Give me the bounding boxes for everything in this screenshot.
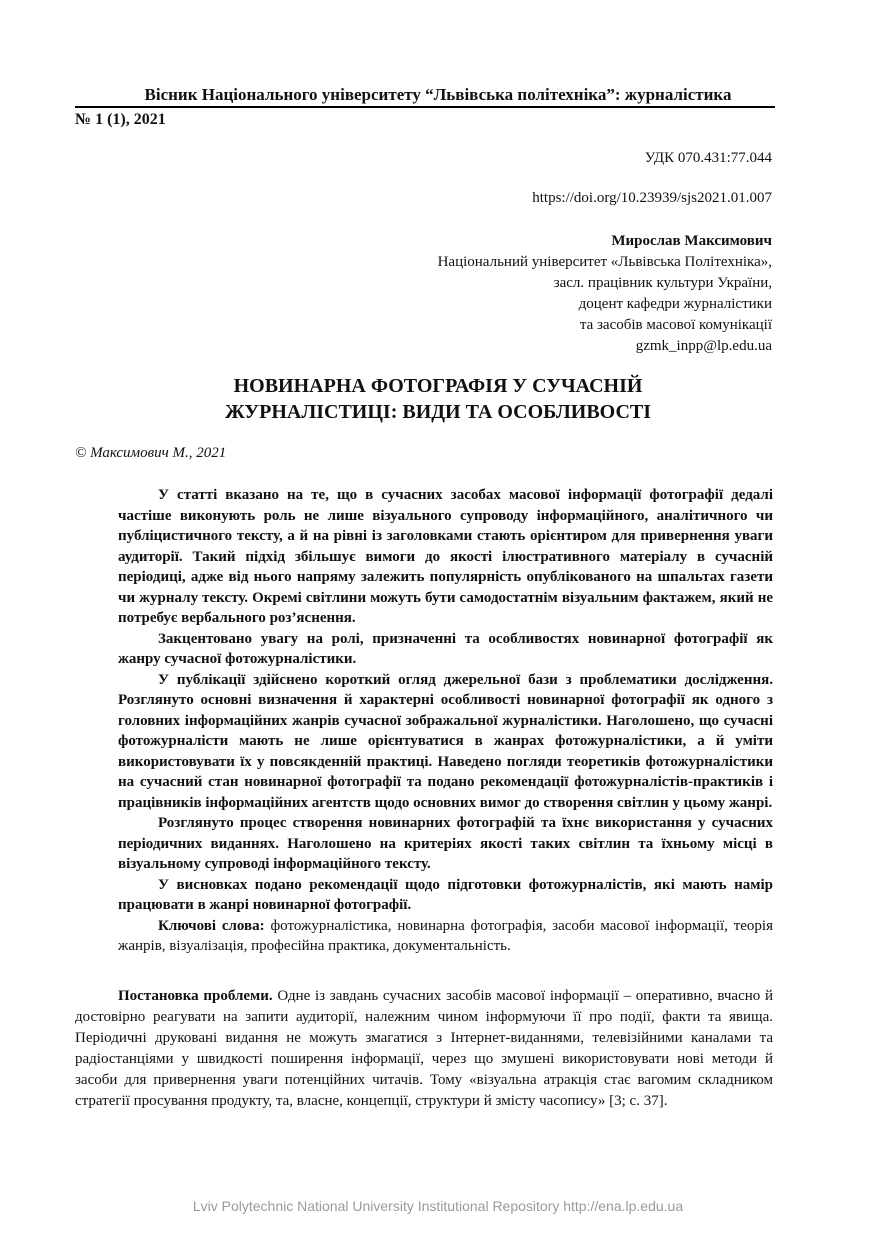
abstract-paragraph: Закцентовано увагу на ролі, призначенні та особливостях новинарної фотографії як жанру сучасної фотожурналістики. bbox=[118, 630, 773, 667]
abstract-paragraph: У публікації здійснено короткий огляд джерельної бази з проблематики дослідження. Розглянуто основні визначення й характерні особливості новинарної фотографії як одного з головних інформаційних жанрів сучасної зображальної журналістики. Наголошено, що сучасні фотожурналісти мають не лише орієнтуватися в жанрах фотожурналістики, а й уміти використовувати їх у повсякденній практиці. Наведено погляди теоретиків фотожурналістики на сучасний стан новинарної фотографії та подано рекомендації фотожурналістів-практиків і працівників інформаційних агентств щодо основних вимог до створення світлин у цьому жанрі. bbox=[118, 671, 773, 811]
body-text: Одне із завдань сучасних засобів масової інформації – оперативно, вчасно й достовірно реагувати на запити аудиторії, належним чином інформуючи її про події, факти та явища. Періодичні друковані видання не можуть змагатися з Інтернет-виданнями, телевізійними каналами та радіостанціями у швидкості поширення інформації, через що змушені використовувати нові методи й засоби для привернення уваги потенційних читачів. Тому «візуальна атракція стає вагомим складником стратегії просування продукту, та, власне, концепції, структури й змісту часопису» [3; с. 37]. bbox=[75, 988, 773, 1109]
doi-link[interactable]: https://doi.org/10.23939/sjs2021.01.007 bbox=[532, 190, 772, 206]
abstract bbox=[118, 485, 773, 957]
header-rule bbox=[75, 106, 775, 108]
body-paragraph bbox=[75, 986, 773, 1112]
author-email[interactable]: gzmk_inpp@lp.edu.ua bbox=[635, 338, 772, 354]
abstract-paragraph: У статті вказано на те, що в сучасних засобах масової інформації фотографії дедалі частіше виконують роль не лише візуального супроводу інформаційного, аналітичного чи публіцистичного тексту, а й на рівні із заголовками стають орієнтиром для привернення уваги аудиторії. Такий підхід збільшує вимоги до якості ілюстративного матеріалу в сучасній періодиці, адже від нього напряму залежить популярність опублікованого на шпальтах газети чи журналу тексту. Окремі світлини можуть бути самодостатнім візуальним фактажем, який не потребує вербального роз’яснення. bbox=[118, 487, 773, 626]
section-lead: Постановка проблеми. bbox=[118, 988, 273, 1004]
journal-title: Вісник Національного університету “Львівська політехніка”: журналістика bbox=[144, 85, 732, 104]
udc-code: УДК 070.431:77.044 bbox=[644, 150, 772, 166]
article-title bbox=[75, 373, 801, 425]
article-title-line: ЖУРНАЛІСТИЦІ: ВИДИ ТА ОСОБЛИВОСТІ bbox=[224, 401, 652, 423]
author-title: засл. працівник культури України, bbox=[553, 275, 772, 291]
repository-footer: Lviv Polytechnic National University Institutional Repository http://ena.lp.edu.ua bbox=[192, 1198, 684, 1214]
author-name: Мирослав Максимович bbox=[611, 233, 772, 249]
author-block bbox=[438, 231, 772, 357]
copyright-notice: © Максимович М., 2021 bbox=[75, 445, 227, 461]
keywords-label: Ключові слова: bbox=[158, 917, 265, 934]
article-title-line: НОВИНАРНА ФОТОГРАФІЯ У СУЧАСНІЙ bbox=[233, 375, 643, 397]
author-department: та засобів масової комунікації bbox=[579, 317, 772, 333]
abstract-paragraph: У висновках подано рекомендації щодо підготовки фотожурналістів, які мають намір працювати в жанрі новинарної фотографії. bbox=[118, 876, 773, 913]
author-position: доцент кафедри журналістики bbox=[578, 296, 772, 312]
author-affiliation: Національний університет «Львівська Політехніка», bbox=[437, 254, 772, 270]
abstract-paragraph: Розглянуто процес створення новинарних фотографій та їхнє використання у сучасних періодичних виданнях. Наголошено на критеріях якості таких світлин та їхньому місці в візуальному супроводі інформаційного тексту. bbox=[118, 815, 773, 872]
keywords bbox=[118, 916, 773, 957]
keywords-list: фотожурналістика, новинарна фотографія, засоби масової інформації, теорія жанрів, візуалізація, професійна практика, документальність. bbox=[118, 917, 773, 954]
issue-number: № 1 (1), 2021 bbox=[75, 111, 166, 128]
